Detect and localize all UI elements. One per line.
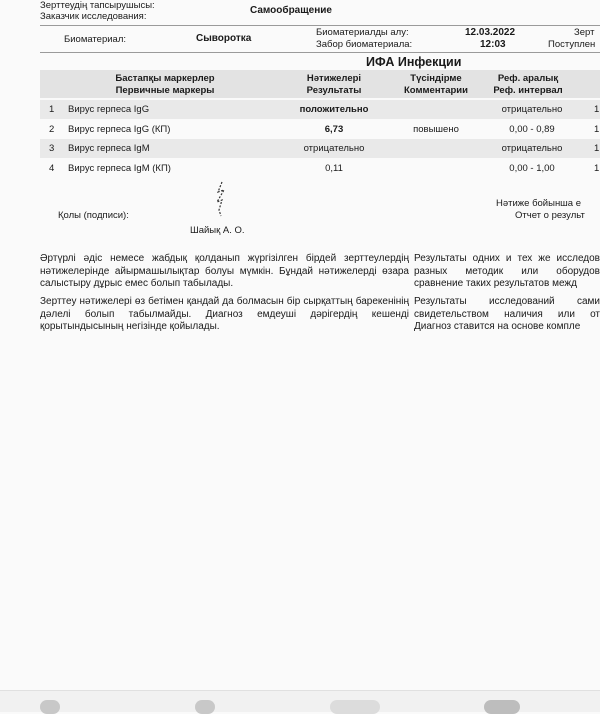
disclaimer-ru-1: Результаты одних и тех же исследов разных методик или оборудов сравнение таких результатов межд — [414, 253, 600, 289]
collection-label-kk: Биоматериалды алу: — [316, 27, 409, 38]
collection-label-ru: Забор биоматериала: — [316, 39, 413, 50]
disclaimer-kk-2: Зерттеу нәтижелері өз бетімен қандай да болмасын бір сырқаттың барекенінің дәлелі болып табылмайды. Диагноз емдеуші дәрігердің кешенді қорытындысының негізінде қойылады. — [40, 296, 409, 332]
marker-name: Вирус герпеса IgG (КП) — [68, 124, 171, 135]
comment-value: повышено — [413, 124, 459, 135]
result-value: 0,11 — [325, 163, 343, 174]
col-header-ref: Реф. аралық Реф. интервал — [493, 73, 563, 96]
marker-name: Вирус герпеса IgG — [68, 104, 150, 115]
collection-time: 12:03 — [480, 39, 506, 50]
nav-right-button[interactable] — [484, 700, 520, 714]
nav-back-button[interactable] — [40, 700, 60, 714]
nav-home-button[interactable] — [330, 700, 380, 714]
customer-value: Самообращение — [250, 5, 332, 16]
signature-name: Шайық А. О. — [190, 225, 245, 236]
result-value: отрицательно — [303, 143, 365, 154]
signature-label: Қолы (подписи): — [58, 210, 129, 221]
collection-date: 12.03.2022 — [465, 27, 516, 38]
disclaimer-ru-2: Результаты исследований сами свидетельством наличия или от Диагноз ставится на основе компле — [414, 296, 600, 332]
result-value: 6,73 — [324, 124, 344, 135]
result-value: положительно — [299, 104, 369, 115]
section-title: ИФА Инфекции — [366, 55, 462, 69]
received-label-ru: Поступлен — [548, 39, 596, 50]
marker-name: Вирус герпеса IgM — [68, 143, 150, 154]
col-header-markers: Бастапқы маркерлер Первичные маркеры — [115, 73, 215, 96]
biomaterial-label: Биоматериал: — [64, 34, 127, 45]
signature-mark — [208, 180, 234, 220]
marker-name: Вирус герпеса IgM (КП) — [68, 163, 171, 174]
report-note-ru: Отчет о результ — [515, 210, 585, 221]
received-label-kk: Зерт — [574, 27, 595, 38]
nav-left-button[interactable] — [195, 700, 215, 714]
biomaterial-value: Сыворотка — [196, 33, 252, 44]
customer-label-ru: Заказчик исследования: — [40, 11, 147, 22]
report-note-kk: Нәтиже бойынша е — [496, 198, 582, 209]
customer-label-kk: Зерттеудің тапсырушысы: — [40, 0, 155, 11]
col-header-comments: Түсіндірме Комментарии — [404, 73, 468, 96]
disclaimer-kk-1: Әртүрлі әдіс немесе жабдық қолданып жүргізілген бірдей зерттеулердің нәтижелерінде айырмашылықтар болуы мүмкін. Бұндай нәтижелерді өзара салыстыру дұрыс емес болып табылады. — [40, 253, 409, 289]
col-header-results: Нәтижелері Результаты — [306, 73, 362, 96]
